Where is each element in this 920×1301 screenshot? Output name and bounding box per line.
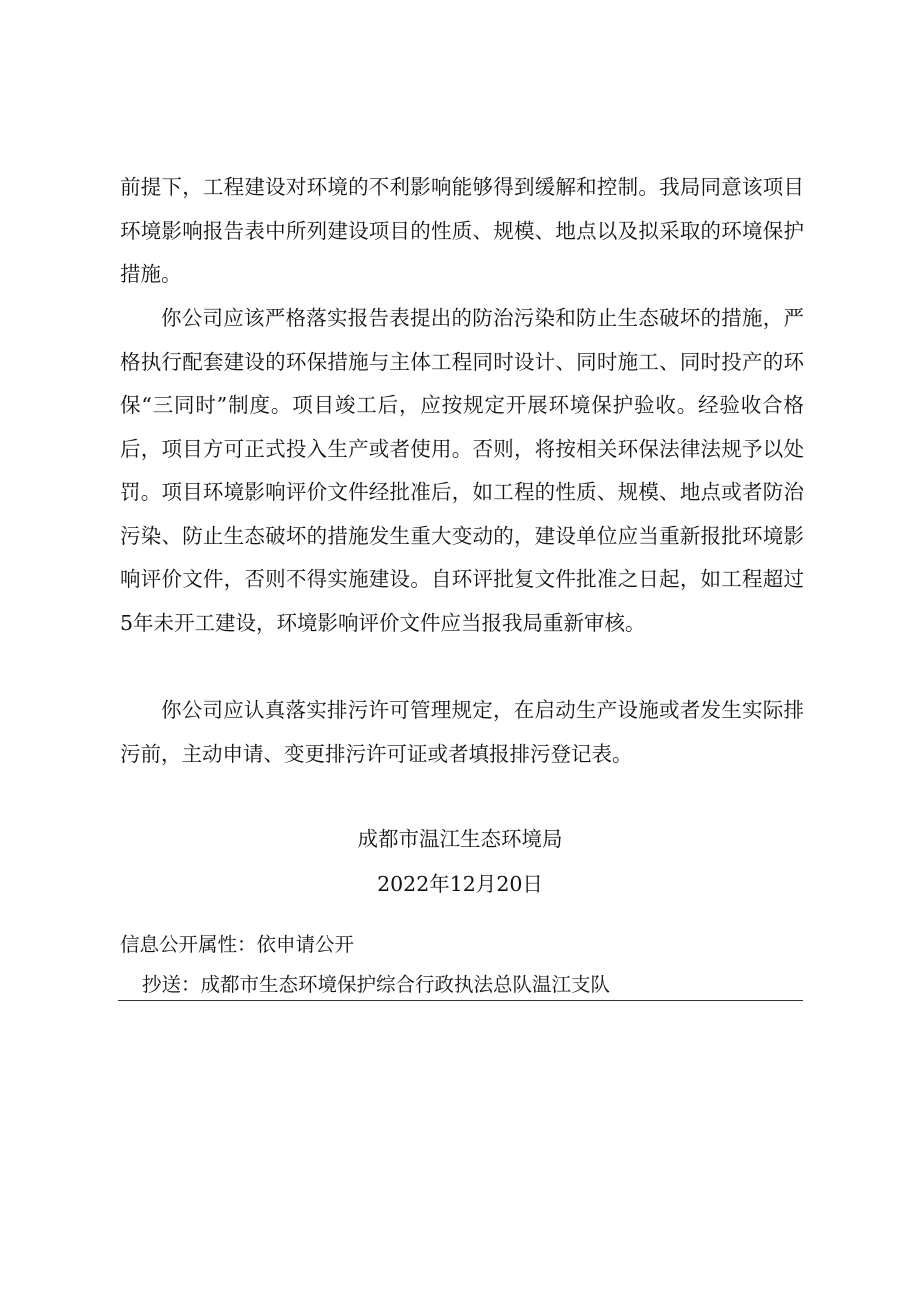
cc-recipients: 抄送：成都市生态环境保护综合行政执法总队温江支队 [142,973,611,996]
footer-divider [118,1000,803,1001]
body-paragraph-1: 前提下，工程建设对环境的不利影响能够得到缓解和控制。我局同意该项目环境影响报告表中所列建设项目的性质、规模、地点以及拟采取的环境保护措施。 [120,175,804,286]
issue-date: 2022年12月20日 [377,872,543,896]
body-paragraph-3: 你公司应认真落实排污许可管理规定，在启动生产设施或者发生实际排污前，主动申请、变更排污许可证或者填报排污登记表。 [120,698,804,766]
body-paragraph-2: 你公司应该严格落实报告表提出的防治污染和防止生态破坏的措施，严格执行配套建设的环保措施与主体工程同时设计、同时施工、同时投产的环保“三同时”制度。项目竣工后，应按规定开展环境保护验收。经验收合格后，项目方可正式投入生产或者使用。否则，将按相关环保法律法规予以处罚。项目环境影响评价文件经批准后，如工程的性质、规模、地点或者防治污染、防止生态破坏的措施发生重大变动的，建设单位应当重新报批环境影响评价文件，否则不得实施建设。自环评批复文件批准之日起，如工程超过5年未开工建设，环境影响评价文件应当报我局重新审核。 [120,306,804,635]
disclosure-attribute: 信息公开属性：依申请公开 [120,933,355,956]
issuing-organization: 成都市温江生态环境局 [357,827,563,851]
